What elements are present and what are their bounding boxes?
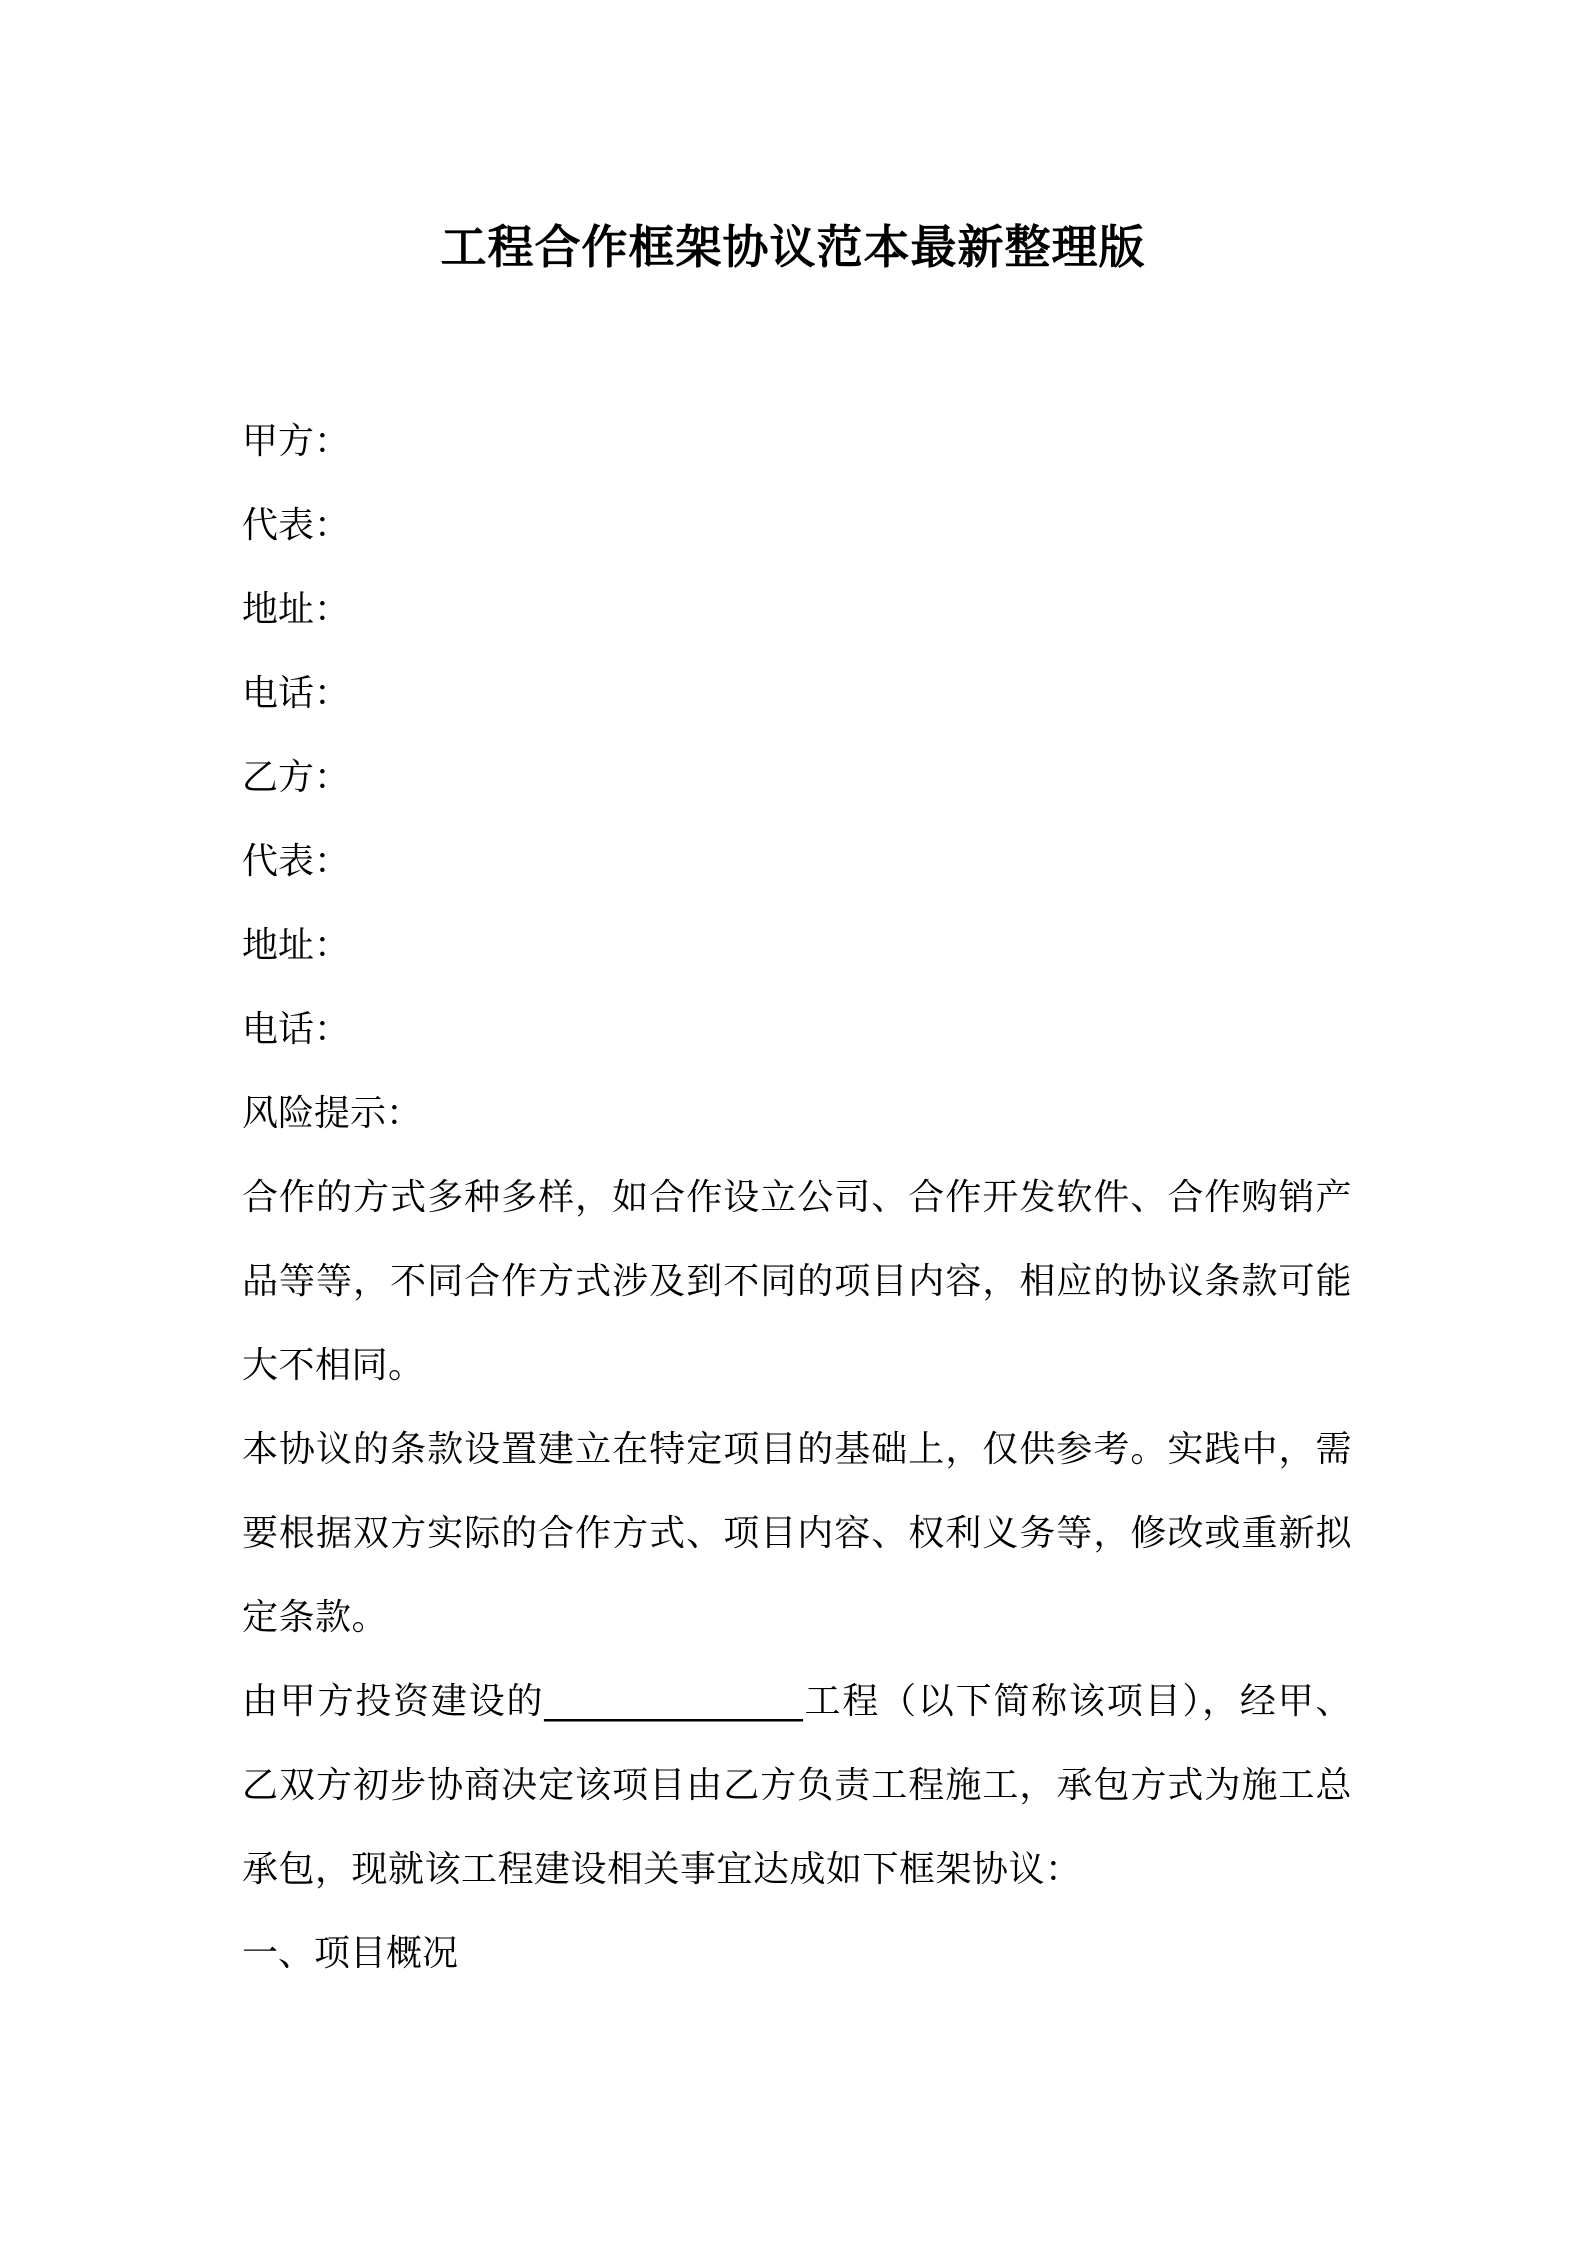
risk-paragraph-2: 本协议的条款设置建立在特定项目的基础上，仅供参考。实践中，需要根据双方实际的合作方式、项目内容、权利义务等，修改或重新拟定条款。: [242, 1429, 1352, 1638]
intro-paragraph: 由甲方投资建设的______________工程（以下简称该项目），经甲、乙双方初步协商决定该项目由乙方负责工程施工，承包方式为施工总承包，现就该工程建设相关事宜达成如下框架协议：: [242, 1681, 1352, 1890]
party-a-address: 地址：: [242, 589, 351, 630]
risk-paragraph-1: 合作的方式多种多样，如合作设立公司、合作开发软件、合作购销产品等等，不同合作方式涉及到不同的项目内容，相应的协议条款可能大不相同。: [242, 1177, 1352, 1386]
party-a-representative: 代表：: [242, 505, 351, 546]
party-b-representative: 代表：: [242, 841, 351, 882]
document-title: 工程合作框架协议范本最新整理版: [440, 220, 1146, 274]
party-b-address: 地址：: [242, 925, 351, 966]
document-body: [242, 400, 1352, 1996]
section-1-heading: 一、项目概况: [242, 1933, 459, 1974]
party-a-phone: 电话：: [242, 673, 351, 714]
risk-heading: 风险提示：: [242, 1093, 423, 1134]
party-a-label: 甲方：: [242, 421, 351, 462]
party-b-phone: 电话：: [242, 1009, 351, 1050]
party-b-label: 乙方：: [242, 757, 351, 798]
